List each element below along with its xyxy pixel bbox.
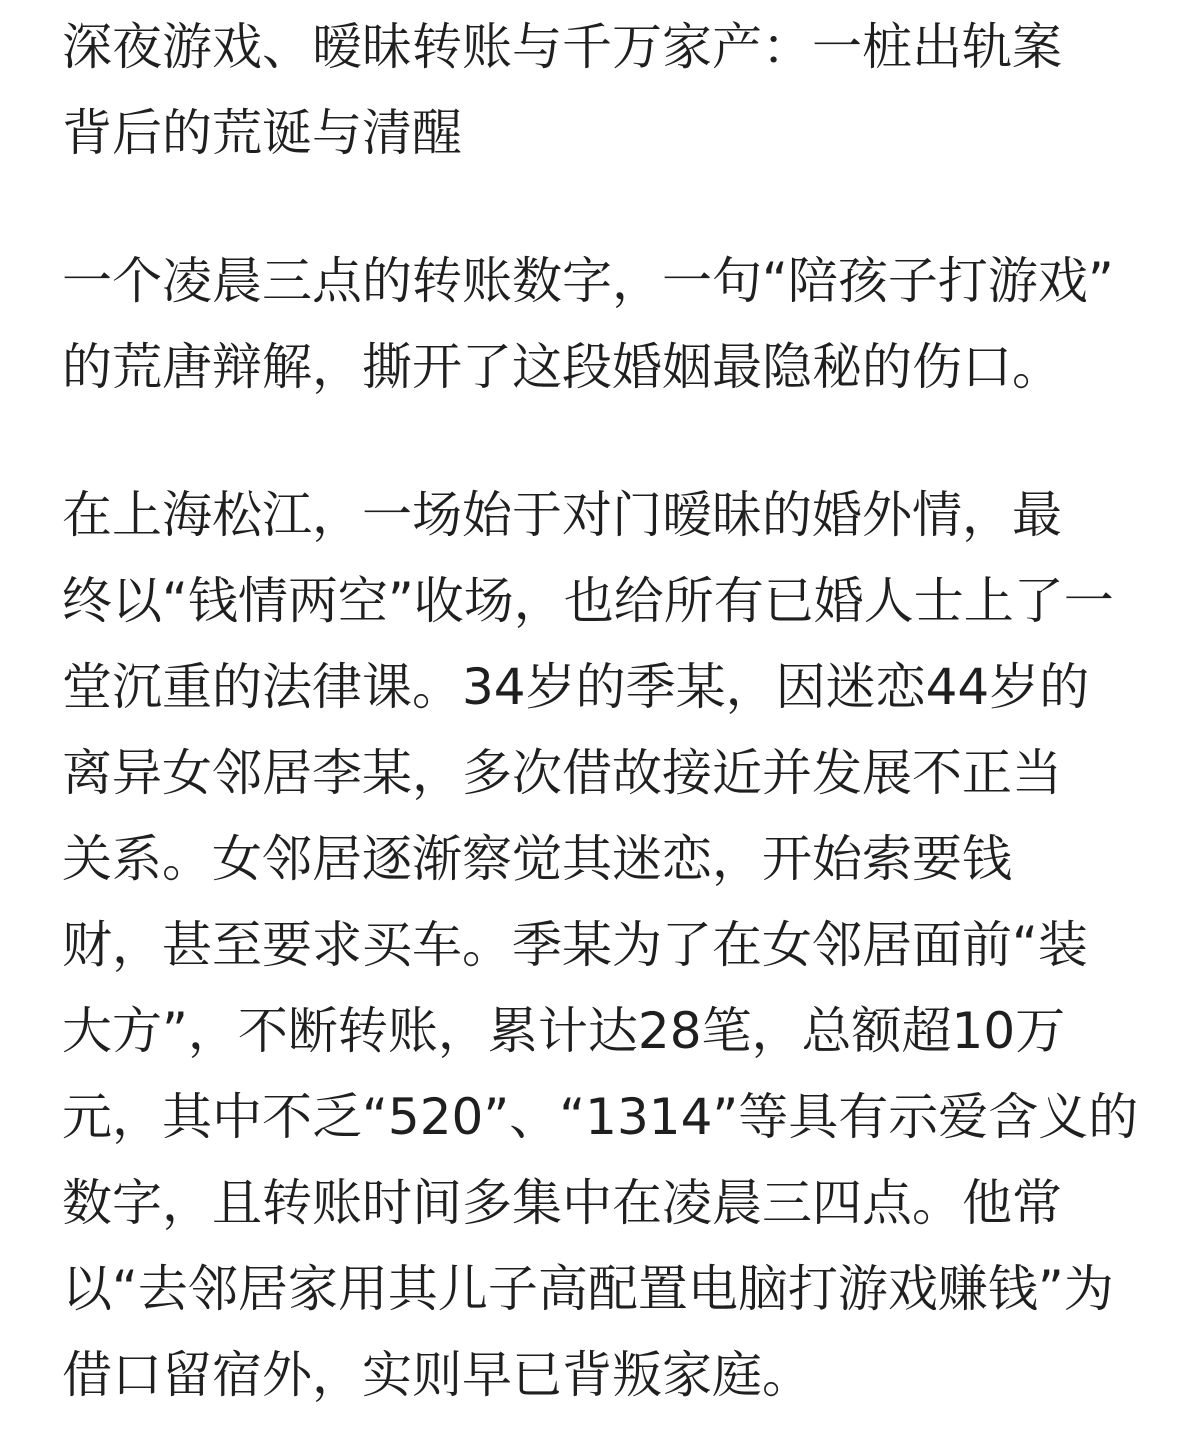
text-line: 堂沉重的法律课。34岁的季某，因迷恋44岁的 (62, 658, 1090, 716)
text-line: 大方”，不断转账，累计达28笔，总额超10万 (62, 1002, 1066, 1060)
text-line: 以“去邻居家用其儿子高配置电脑打游戏赚钱”为 (62, 1260, 1114, 1318)
paragraph-case-details (62, 472, 1139, 1418)
text-line: 终以“钱情两空”收场，也给所有已婚人士上了一 (62, 572, 1114, 630)
text-line: 数字，且转账时间多集中在凌晨三四点。他常 (62, 1174, 1062, 1232)
text-line: 借口留宿外，实则早已背叛家庭。 (62, 1346, 812, 1404)
article-body (62, 4, 1139, 1418)
text-line: 背后的荒诞与清醒 (62, 104, 462, 162)
text-line: 在上海松江，一场始于对门暧昧的婚外情，最 (62, 486, 1062, 544)
text-line: 深夜游戏、暧昧转账与千万家产：一桩出轨案 (62, 18, 1062, 76)
article-title (62, 4, 1122, 176)
paragraph-intro (62, 238, 1122, 410)
text-line: 元，其中不乏“520”、“1314”等具有示爱含义的 (62, 1088, 1139, 1146)
text-line: 关系。女邻居逐渐察觉其迷恋，开始索要钱 (62, 830, 1012, 888)
text-line: 一个凌晨三点的转账数字，一句“陪孩子打游戏” (62, 252, 1114, 310)
text-line: 的荒唐辩解，撕开了这段婚姻最隐秘的伤口。 (62, 338, 1062, 396)
text-line: 离异女邻居李某，多次借故接近并发展不正当 (62, 744, 1062, 802)
text-line: 财，甚至要求买车。季某为了在女邻居面前“装 (62, 916, 1088, 974)
